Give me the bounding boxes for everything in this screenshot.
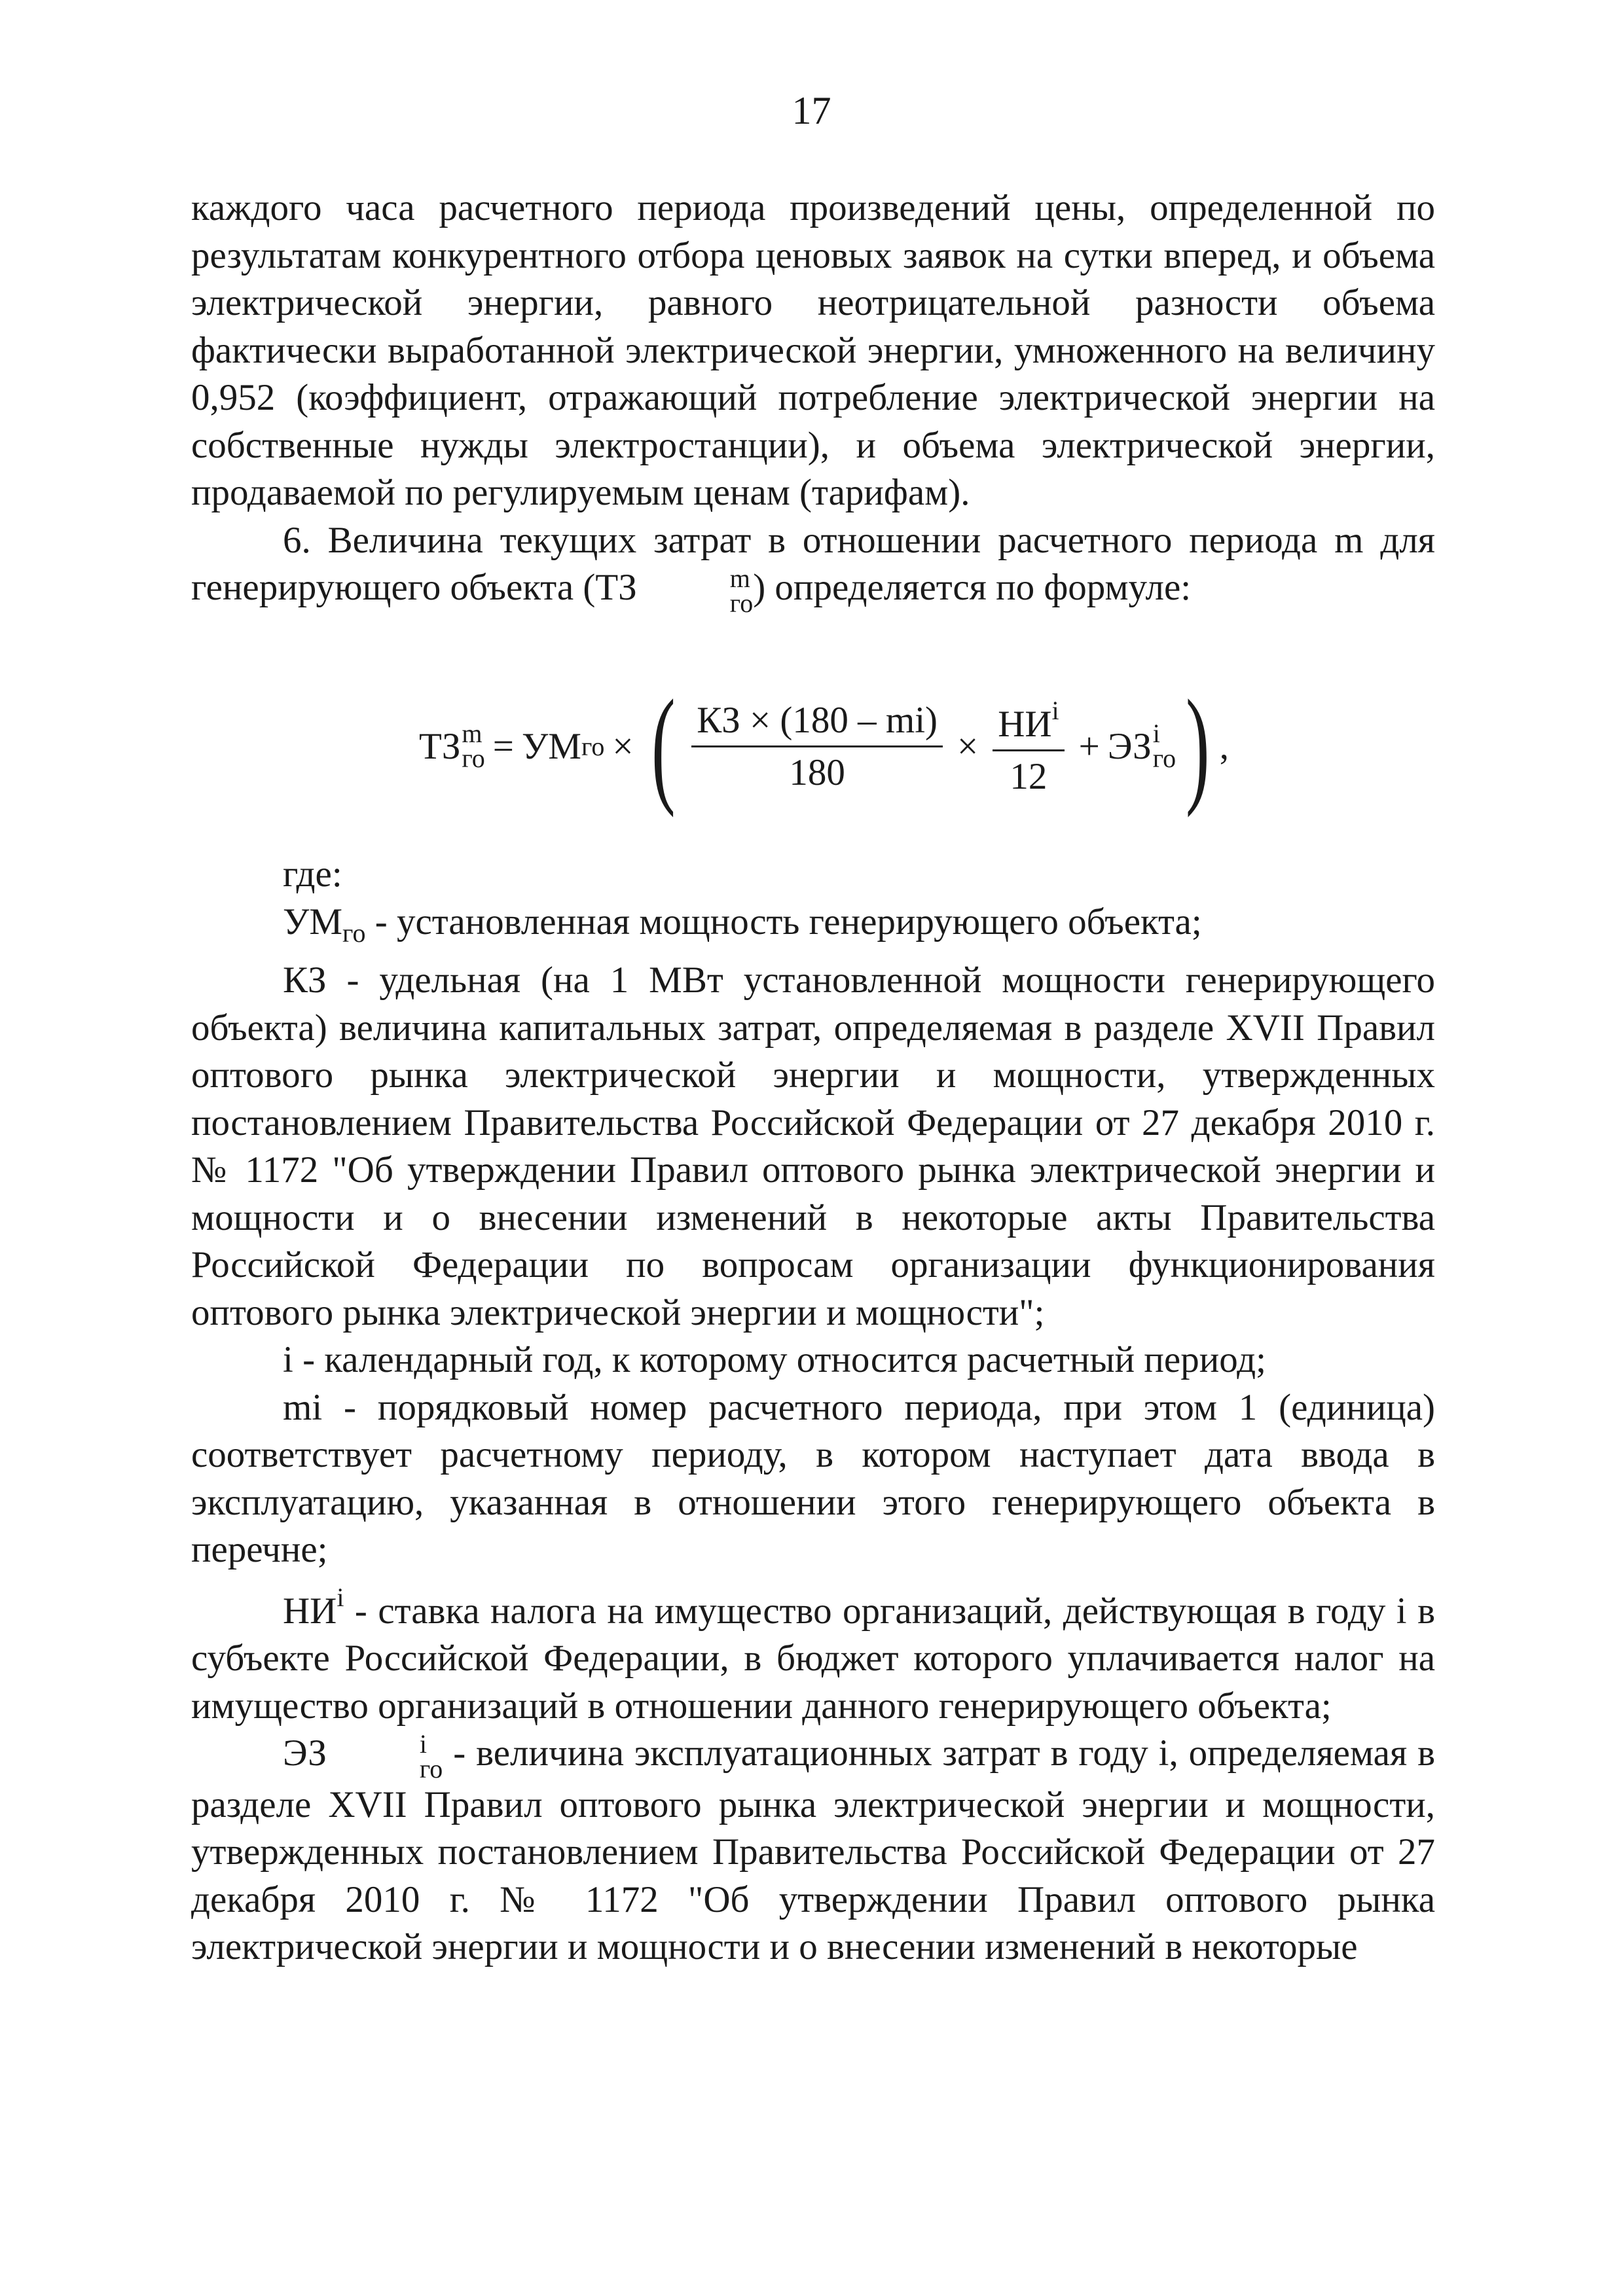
formula-trailing-comma: , bbox=[1219, 725, 1229, 767]
tz-sub: го bbox=[729, 588, 754, 618]
formula-um-sub: го bbox=[581, 731, 605, 761]
fraction-kz-denominator: 180 bbox=[789, 751, 845, 793]
definition-kz-term: КЗ bbox=[283, 960, 327, 1001]
fraction-kz-numerator: КЗ × (180 – mi) bbox=[691, 699, 943, 747]
definition-mi-text: - порядковый номер расчетного периода, при этом 1 (единица) соответствует расчетному периоду, в котором наступает дата ввода в эксплуатацию, указанная в отношении этого генерирующего объекта в перечне; bbox=[191, 1386, 1435, 1570]
formula-ez-sup: i bbox=[1152, 719, 1160, 748]
definition-kz-text: - удельная (на 1 МВт установленной мощности генерирующего объекта) величина капитальных затрат, определяемая в разделе XVII Правил оптового рынка электрической энергии и мощности, утвержденных постановлением Правительства Российской Федерации от 27 декабря 2010 г. № 1172 "Об утверждении Правил оптового рынка электрической энергии и мощности и о внесении изменений в некоторые акты Правительства Российской Федерации по вопросам организации функционирования оптового рынка электрической энергии и мощности"; bbox=[191, 960, 1435, 1333]
definition-i bbox=[191, 1336, 1435, 1384]
definition-ni-term: НИ bbox=[283, 1590, 337, 1632]
definition-ni-text: - ставка налога на имущество организаций, действующая в году i в субъекте Российской Федерации, в бюджет которого уплачивается налог на имущество организаций в отношении данного генерирующего объекта; bbox=[191, 1590, 1435, 1727]
fraction-ni-numerator bbox=[993, 695, 1064, 751]
paragraph-continuation: каждого часа расчетного периода произведений цены, определенной по результатам конкурентного отбора ценовых заявок на сутки вперед, и объема электрической энергии, равного неотрицательной разности объема фактически выработанной электрической энергии, умноженного на величину 0,952 (коэффициент, отражающий потребление электрической энергии на собственные нужды электростанции), и объема электрической энергии, продаваемой по регулируемым ценам (тарифам). bbox=[191, 187, 1435, 513]
ni-sup: i bbox=[1051, 695, 1059, 725]
formula-um: УМ bbox=[521, 725, 581, 767]
definition-ni-sup: i bbox=[337, 1582, 344, 1612]
paragraph-6-tail: ) определяется по формуле: bbox=[753, 567, 1192, 608]
definition-mi-term: mi bbox=[283, 1386, 323, 1428]
definition-ni bbox=[191, 1574, 1435, 1731]
definitions-block bbox=[191, 851, 1435, 1971]
formula-eq: = bbox=[492, 725, 514, 767]
formula-right-paren: ) bbox=[1186, 673, 1210, 818]
paragraph-6 bbox=[191, 517, 1435, 616]
where-label: где: bbox=[283, 853, 342, 895]
definition-um-term: УМ bbox=[283, 901, 343, 942]
formula-times-2: × bbox=[957, 725, 979, 767]
definition-kz bbox=[191, 957, 1435, 1336]
ni-symbol: НИ bbox=[998, 703, 1052, 745]
definition-ez-sup: i bbox=[419, 1729, 428, 1759]
definition-um bbox=[191, 899, 1435, 958]
definition-um-sub: го bbox=[342, 918, 366, 948]
definition-ez bbox=[191, 1730, 1435, 1971]
formula-left-paren: ( bbox=[651, 673, 676, 818]
definition-ez-text: - величина эксплуатационных затрат в году i, определяемая в разделе XVII Правил оптового рынка электрической энергии и мощности, утвержденных постановлением Правительства Российской Федерации от 27 декабря 2010 г. № 1172 "Об утверждении Правил оптового рынка электрической энергии и мощности и о внесении изменений в некоторые bbox=[191, 1732, 1435, 1968]
formula-ez-sub: го bbox=[1152, 744, 1176, 773]
definition-ez-term: ЭЗ bbox=[283, 1732, 327, 1774]
formula-ez-scripts bbox=[1153, 721, 1176, 771]
page-number: 17 bbox=[792, 89, 831, 132]
definition-um-text: - установленная мощность генерирующего объекта; bbox=[365, 901, 1202, 942]
paragraph-6-lead: 6. Величина текущих затрат в отношении расчетного периода m для генерирующего объекта (ТЗ bbox=[191, 519, 1435, 608]
formula-plus: + bbox=[1078, 725, 1100, 767]
formula-lhs-scripts bbox=[462, 721, 484, 771]
formula-lhs-sub: го bbox=[462, 744, 485, 773]
formula-lhs: ТЗ bbox=[419, 725, 461, 767]
formula-fraction-kz bbox=[691, 699, 943, 794]
tz-sup: m bbox=[729, 563, 750, 593]
tz-symbol-scripts bbox=[638, 563, 754, 618]
definition-i-term: i bbox=[283, 1339, 293, 1380]
fraction-ni-denominator: 12 bbox=[1010, 755, 1048, 797]
formula-fraction-ni bbox=[993, 695, 1064, 798]
formula-lhs-sup: m bbox=[462, 719, 483, 748]
formula-tz bbox=[419, 673, 1229, 818]
formula-times-1: × bbox=[612, 725, 634, 767]
definition-ez-scripts bbox=[328, 1729, 443, 1784]
definition-ez-sub: го bbox=[419, 1753, 443, 1784]
definition-i-text: - календарный год, к которому относится расчетный период; bbox=[293, 1339, 1266, 1380]
body-top bbox=[191, 185, 1435, 616]
definition-mi bbox=[191, 1384, 1435, 1574]
formula-ez: ЭЗ bbox=[1107, 725, 1152, 767]
